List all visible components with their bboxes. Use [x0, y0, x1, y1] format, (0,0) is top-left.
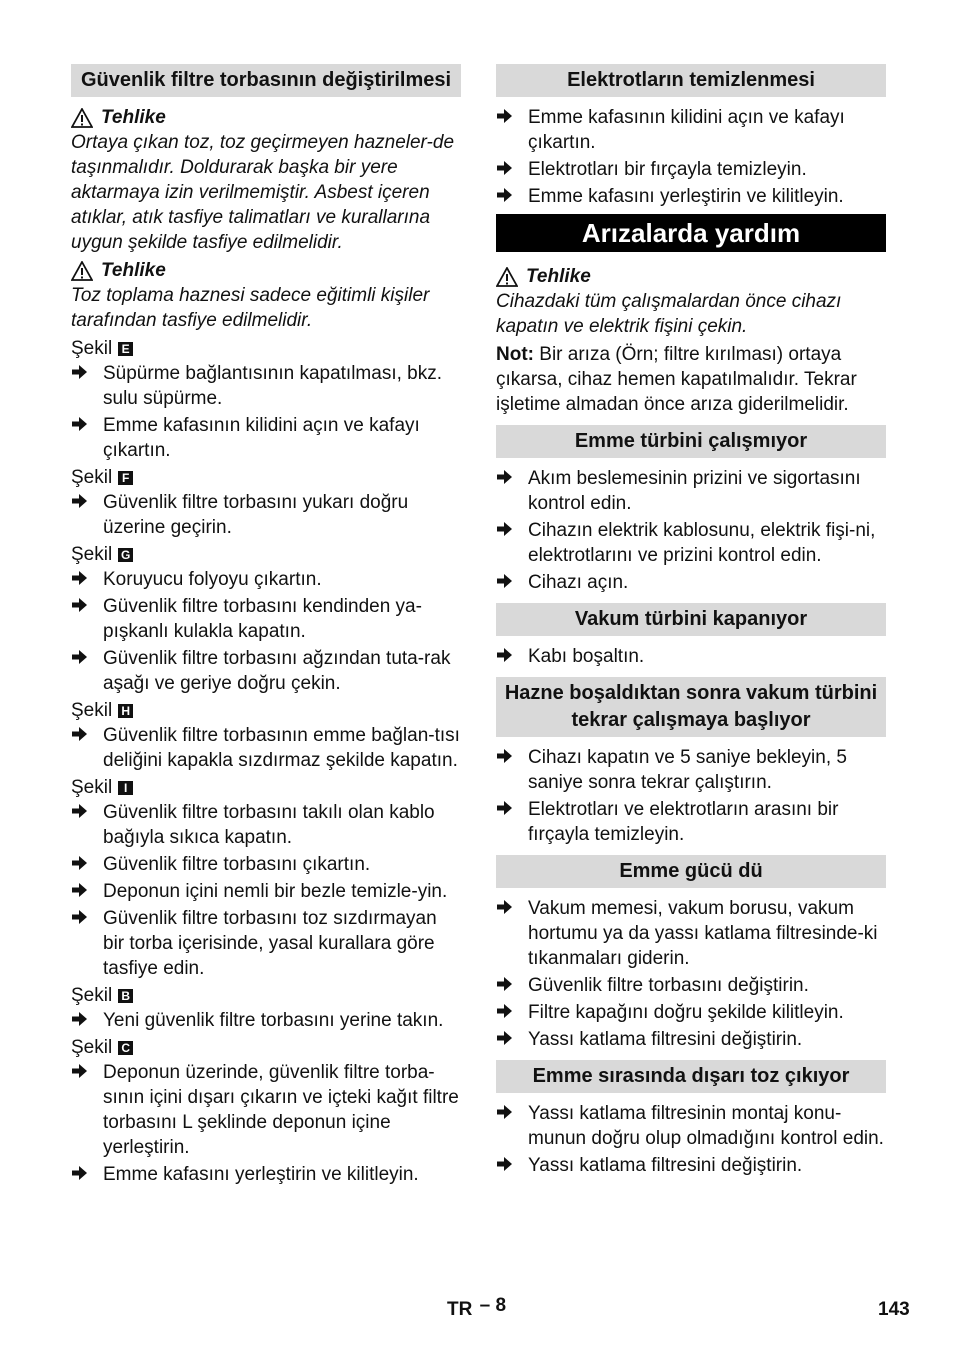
list-item — [71, 879, 461, 904]
list-item-text: Yassı katlama filtresinin montaj konu-munun doğru olup olmadığını kontrol edin. — [528, 1103, 884, 1149]
list-item — [496, 570, 886, 595]
danger-text: Toz toplama haznesi sadece eğitimli kişiler tarafından tasfiye edilmelidir. — [71, 285, 430, 331]
list-item — [496, 973, 886, 998]
list-item-text: Vakum memesi, vakum borusu, vakum hortumu ya da yassı katlama filtresinde-ki tıkanmaları giderin. — [528, 898, 878, 969]
note-label: Not: — [496, 344, 534, 365]
left-column — [71, 64, 461, 1189]
arrow-right-icon — [496, 1101, 528, 1151]
arrow-right-icon — [496, 570, 528, 595]
arrow-right-icon — [496, 105, 528, 155]
list-item-text: Yassı katlama filtresini değiştirin. — [528, 1155, 803, 1176]
list-item-text: Güvenlik filtre torbasının emme bağlan-tısı deliğini kapakla sızdırmaz şekilde kapatın. — [103, 725, 460, 771]
arrow-right-icon — [496, 644, 528, 669]
arrow-right-icon — [71, 723, 103, 773]
list-item-text: Süpürme bağlantısının kapatılması, bkz. sulu süpürme. — [103, 363, 443, 409]
list-item-text: Yassı katlama filtresini değiştirin. — [528, 1029, 803, 1050]
arrow-right-icon — [71, 361, 103, 411]
arrow-right-icon — [496, 1000, 528, 1025]
list-item — [496, 1101, 886, 1151]
chapter-heading: Arızalarda yardım — [496, 214, 886, 252]
danger-text: Cihazdaki tüm çalışmalardan önce cihazı kapatın ve elektrik fişini çekin. — [496, 291, 842, 337]
list-item — [496, 184, 886, 209]
list-item — [71, 361, 461, 411]
arrow-right-icon — [71, 1162, 103, 1187]
list-item — [71, 800, 461, 850]
arrow-right-icon — [71, 490, 103, 540]
figure-letter: E — [118, 342, 133, 356]
list-item — [71, 490, 461, 540]
list-item-text: Emme kafasının kilidini açın ve kafayı çıkartın. — [103, 415, 420, 461]
list-item — [496, 518, 886, 568]
list-item — [496, 797, 886, 847]
note-text: Bir arıza (Örn; filtre kırılması) ortaya çıkarsa, cihaz hemen kapatılmalıdır. Tekrar işletime almadan önce arıza giderilmelidir. — [496, 344, 857, 415]
danger-label: Tehlike — [71, 258, 461, 283]
list-item-text: Filtre kapağını doğru şekilde kilitleyin. — [528, 1002, 844, 1023]
list-item — [71, 723, 461, 773]
list-item-text: Akım beslemesinin prizini ve sigortasını kontrol edin. — [528, 468, 861, 514]
list-item-text: Emme kafasını yerleştirin ve kilitleyin. — [103, 1164, 419, 1185]
warning-icon — [71, 108, 93, 128]
arrow-right-icon — [496, 973, 528, 998]
section-heading: Emme türbini çalışmıyor — [496, 425, 886, 458]
figure-reference: Şekil I — [71, 775, 461, 800]
figure-reference: Şekil G — [71, 542, 461, 567]
figure-reference: Şekil F — [71, 465, 461, 490]
arrow-right-icon — [71, 852, 103, 877]
list-item — [496, 1027, 886, 1052]
list-item — [71, 1060, 461, 1160]
arrow-right-icon — [496, 184, 528, 209]
danger-text: Ortaya çıkan toz, toz geçirmeyen hazneler-de taşınmalıdır. Doldurarak başka bir yere aktarmaya izin verilmemiştir. Asbest içeren atıklar, atık tasfiye talimatları ve kurallarına uygun şekilde tasfiye edilmelidir. — [71, 132, 455, 253]
arrow-right-icon — [71, 906, 103, 981]
list-item-text: Elektrotları bir fırçayla temizleyin. — [528, 159, 807, 180]
figure-letter: B — [118, 989, 133, 1003]
list-item — [71, 646, 461, 696]
list-item — [71, 1162, 461, 1187]
list-item-text: Güvenlik filtre torbasını değiştirin. — [528, 975, 809, 996]
list-item — [71, 906, 461, 981]
list-item-text: Kabı boşaltın. — [528, 646, 645, 667]
footer-section-page: – 8 — [479, 1295, 507, 1316]
list-item-text: Güvenlik filtre torbasını çıkartın. — [103, 854, 371, 875]
list-item-text: Cihazı kapatın ve 5 saniye bekleyin, 5 saniye sonra tekrar çalıştırın. — [528, 747, 847, 793]
list-item-text: Deponun üzerinde, güvenlik filtre torba-sının içini dışarı çıkarın ve içteki kağıt filtre torbasını L şeklinde deponun içine yerleştirin. — [103, 1062, 459, 1158]
figure-letter: C — [118, 1041, 133, 1055]
list-item — [496, 105, 886, 155]
arrow-right-icon — [496, 466, 528, 516]
list-item-text: Cihazın elektrik kablosunu, elektrik fişi-ni, elektrotlarını ve prizini kontrol edin. — [528, 520, 876, 566]
list-item — [496, 1000, 886, 1025]
right-column — [496, 64, 886, 1180]
section-heading: Hazne boşaldıktan sonra vakum türbini tekrar çalışmaya başlıyor — [496, 677, 886, 737]
list-item — [496, 466, 886, 516]
list-item-text: Koruyucu folyoyu çıkartın. — [103, 569, 322, 590]
arrow-right-icon — [496, 797, 528, 847]
figure-reference: Şekil H — [71, 698, 461, 723]
figure-reference: Şekil C — [71, 1035, 461, 1060]
list-item — [496, 1153, 886, 1178]
list-item-text: Güvenlik filtre torbasını toz sızdırmayan bir torba içerisinde, yasal kurallara göre tasfiye edin. — [103, 908, 437, 979]
figure-letter: G — [118, 548, 133, 562]
arrow-right-icon — [496, 1153, 528, 1178]
arrow-right-icon — [496, 518, 528, 568]
section-heading: Güvenlik filtre torbasının değiştirilmesi — [71, 64, 461, 97]
list-item-text: Güvenlik filtre torbasını takılı olan kablo bağıyla sıkıca kapatın. — [103, 802, 435, 848]
section-heading: Elektrotların temizlenmesi — [496, 64, 886, 97]
danger-label: Tehlike — [71, 105, 461, 130]
figure-letter: H — [118, 704, 133, 718]
list-item — [496, 896, 886, 971]
arrow-right-icon — [71, 594, 103, 644]
warning-icon — [496, 267, 518, 287]
figure-reference: Şekil B — [71, 983, 461, 1008]
list-item-text: Deponun içini nemli bir bezle temizle-yin. — [103, 881, 448, 902]
footer-language: TR – 8 — [447, 1295, 507, 1320]
arrow-right-icon — [71, 879, 103, 904]
list-item-text: Elektrotları ve elektrotların arasını bir fırçayla temizleyin. — [528, 799, 839, 845]
figure-reference: Şekil E — [71, 336, 461, 361]
note — [496, 342, 886, 417]
section-heading: Vakum türbini kapanıyor — [496, 603, 886, 636]
figure-letter: I — [118, 781, 133, 795]
arrow-right-icon — [496, 1027, 528, 1052]
list-item — [71, 594, 461, 644]
section-heading: Emme sırasında dışarı toz çıkıyor — [496, 1060, 886, 1093]
list-item-text: Emme kafasını yerleştirin ve kilitleyin. — [528, 186, 844, 207]
list-item-text: Cihazı açın. — [528, 572, 629, 593]
warning-icon — [71, 261, 93, 281]
figure-letter: F — [118, 471, 133, 485]
arrow-right-icon — [71, 800, 103, 850]
arrow-right-icon — [71, 1008, 103, 1033]
list-item — [71, 413, 461, 463]
list-item-text: Güvenlik filtre torbasını kendinden ya-pışkanlı kulakla kapatın. — [103, 596, 422, 642]
arrow-right-icon — [71, 413, 103, 463]
list-item-text: Güvenlik filtre torbasını yukarı doğru üzerine geçirin. — [103, 492, 409, 538]
list-item — [71, 852, 461, 877]
list-item — [71, 567, 461, 592]
troubleshooting-sections — [496, 425, 886, 1178]
list-item — [496, 644, 886, 669]
arrow-right-icon — [71, 1060, 103, 1160]
list-item — [496, 745, 886, 795]
arrow-right-icon — [496, 896, 528, 971]
page-number: 143 — [878, 1299, 910, 1320]
bullet-list — [496, 105, 886, 209]
arrow-right-icon — [496, 157, 528, 182]
arrow-right-icon — [71, 567, 103, 592]
danger-label: Tehlike — [496, 264, 886, 289]
arrow-right-icon — [71, 646, 103, 696]
list-item-text: Güvenlik filtre torbasını ağzından tuta-rak aşağı ve geriye doğru çekin. — [103, 648, 451, 694]
list-item — [71, 1008, 461, 1033]
list-item-text: Yeni güvenlik filtre torbasını yerine takın. — [103, 1010, 444, 1031]
instruction-groups — [71, 336, 461, 1187]
list-item-text: Emme kafasının kilidini açın ve kafayı çıkartın. — [528, 107, 845, 153]
list-item — [496, 157, 886, 182]
section-heading: Emme gücü dü — [496, 855, 886, 888]
arrow-right-icon — [496, 745, 528, 795]
